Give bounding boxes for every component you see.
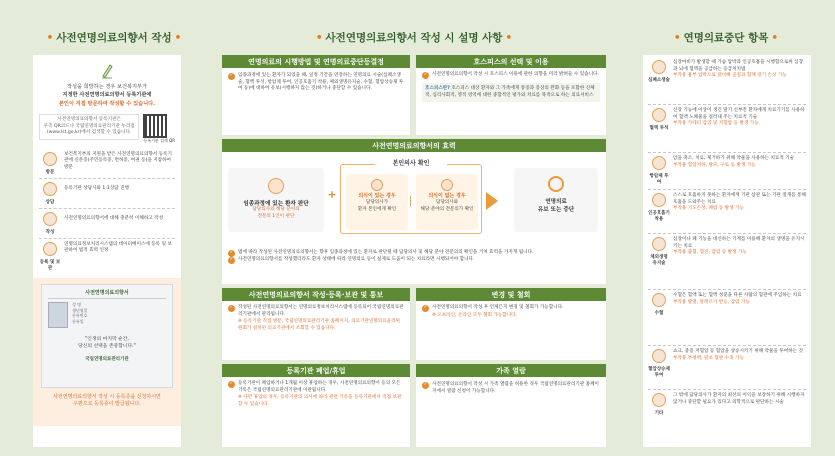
box-family-view: 가족 열람 ✓ 사전연명의료의향서 작성 시 가족 열람을 허용한 경우 국립연명의료관리기관 홈페이지에서 열람 신청이 가능합니다. (416, 364, 606, 447)
box-treatment-methods-title: 연명의료의 시행방법 및 연명의료중단등결정 (222, 55, 410, 68)
qr-caption: 등록기관 검색 QR (143, 137, 175, 143)
cpr-icon (652, 60, 666, 74)
stop-item: 체외생명 유지술 심장이나 폐 기능을 대신하는 기계를 이용해 환자의 생명을 유지시키는 치료 부작용 출혈, 혈전, 감염 등 발생 가능 (648, 234, 806, 290)
stop-item: 심폐소생술 심장마비가 발생할 때 가슴 압박과 인공호흡을 시행함으로써 심장과 뇌에 혈액을 공급하는 응급처치법 부작용 흉부 압박으로 갈비뼈 골절과 함께 장기 손상 가능 (648, 57, 806, 105)
hospice-definition: 호스피스란? 호스피스 대상 환자와 그 가족에게 통증과 증상의 완화 등을 포함한 신체적, 심리사회적, 영적 영역에 대한 종합적인 평가와 치료를 목적으로 하는 의료서비스 (422, 83, 600, 102)
stop-item: 인공호흡기 착용 스스로 호흡하지 못하는 환자에게 기관 삽관 또는 기관 절개를 통해 호흡을 도와주는 치료 부작용 기도손상, 폐렴 등 발생 가능 (648, 190, 806, 234)
box-family-view-title: 가족 열람 (416, 364, 606, 377)
stop-item: 혈액 투석 신장 기능에 이상이 생긴 말기 신부전 환자에게 치료기기를 사용하여 혈액 노폐물을 걸러내 주는 치료적 기술 부작용 카테터 감염 및 저혈압 등 발생 가능 (648, 105, 806, 153)
stop-item: 항암제 투여 암을 축소, 치료, 제거하기 위해 약물을 사용하는 치료적 기술 부작용 혈압저하, 탈모, 구토 등 발생 가능 (648, 153, 806, 190)
storage-icon (43, 242, 57, 256)
box-effect (222, 139, 606, 284)
conscious-box: 의식이 있는 경우 담당의사가 환자 본인에게 확인 (346, 174, 408, 230)
right-column-title: • 연명의료중단 항목 • (673, 32, 779, 44)
vasopressor-icon (652, 349, 666, 363)
card-quote: "인생의 마지막 순간, 당신의 선택을 존중합니다." (78, 336, 136, 349)
center-column-title: • 사전연명의료의향서 작성 시 설명 사항 • (315, 32, 513, 44)
box-change-withdraw-title: 변경 및 철회 (416, 288, 606, 301)
registration-card: 사전연명의료의향서 성 명 생년월일 등록번호 등록일 "인생의 마지막 순간, 당신의 선택을 존중합니다." 국립연명의료관리기관 (41, 284, 173, 388)
box-registration-title: 사전연명의료의향서 작성·등록·보관 및 통보 (222, 288, 410, 301)
stop-item: 기타 그 밖에 담당의사가 환자의 최선의 이익을 보장하기 위해 시행하지 않거나 중단할 필요가 있다고 의학적으로 판단하는 시술 (648, 390, 806, 434)
result-box: 연명의료 유보 또는 중단 (514, 168, 598, 232)
effect-note: ✓ 법에 따라 작성된 사전연명의료의향서는 향후 임종과정에 있는 환자로 판단될 때 담당의사 및 해당 분야 전문의의 확인을 거쳐 효력을 가지게 됩니다. (229, 250, 534, 256)
qr-code-icon[interactable] (143, 114, 167, 138)
doctor-icon (268, 178, 284, 194)
plus-icon: + (327, 188, 337, 201)
box-treatment-methods: 연명의료의 시행방법 및 연명의료중단등결정 ✓ 임종과정에 있는 환자가 되었을 때, 일정 기간을 연장하는 연명의료 시술(심폐소생술, 혈액 투석, 항암제 투여, 인공호흡기 착용, 체외생명유지술, 수혈, 혈압상승제 투여 등)에 대하여 유보(시행하지 않는 것)하거나 중단할 수 있습니다. (222, 55, 410, 135)
card-photo-icon (48, 302, 68, 328)
patient-conscious-icon (371, 179, 383, 191)
box-hospice: 호스피스의 선택 및 이용 ✓ 사전연명의료의향서 작성 시 호스피스 이용에 관한 의향을 미리 밝혀둘 수 있습니다. 호스피스란? 호스피스 대상 환자와 그 가족에게 통증과 증상의 완화 등을 포함한 신체적, 심리사회적, 영적 영역에 대한 종합적인 평가와 치료를 목적으로 하는 의료서비스 (416, 55, 606, 135)
visit-icon (43, 152, 57, 166)
left-column-title: • 사전연명의료의향서 작성 • (46, 32, 182, 44)
box-hospice-title: 호스피스의 선택 및 이용 (416, 55, 606, 68)
consult-icon (43, 182, 57, 196)
step-item: 등록 및 보관 연명의료정보처리시스템의 데이터베이스에 등록 및 보관하여 법적 효력 인정 (39, 241, 172, 271)
box-effect-title: 사전연명의료의향서의 효력 (222, 139, 606, 152)
box-treatment-methods-text: 임종과정에 있는 환자가 되었을 때, 일정 기간을 연장하는 연명의료 시술(심폐소생술, 혈액 투석, 항암제 투여, 인공호흡기 착용, 체외생명유지술, 수혈, 혈압상승제 투여 등)에 대하여 유보(시행하지 않는 것)하거나 중단할 수 있습니다. (238, 73, 404, 92)
patient-unconscious-icon (441, 179, 453, 191)
box-registration: 사전연명의료의향서 작성·등록·보관 및 통보 ✓ 작성된 사전연명의료의향서는 연명의료정보처리시스템에 등록되어 국립연명의료관리기관에서 관리됩니다. ※ 등록기관 직접 방문, 국립연명의료관리기관 홈페이지, 의료기관연명의료윤리위원회가 설치된 의료기관에서 조회할 수 있습니다. (222, 288, 410, 360)
box-change-withdraw: 변경 및 철회 ✓ 사전연명의료의향서 작성 후 언제든지 변경 및 철회가 가능합니다. ※ 오프라인, 온라인 모두 철회 가능합니다. (416, 288, 606, 360)
stop-item: 혈압상승제 투여 쇼크, 중증 저혈압 등 혈압을 상승시키기 위해 약물을 투여하는 것 부작용 부정맥, 말초 혈관 수축 가능 (648, 346, 806, 390)
ecmo-icon (652, 237, 666, 251)
box-hospice-text: 사전연명의료의향서 작성 시 호스피스 이용에 관한 의향을 미리 밝혀둘 수 있습니다. (432, 72, 599, 77)
step-item: 상담 등록기관 상담사와 1:1상담 진행 (39, 179, 175, 209)
verify-label: 본인의사 확인 (375, 158, 447, 167)
card-footer: 국립연명의료관리기관 (85, 357, 129, 363)
ventilator-icon (652, 193, 666, 207)
effect-note: ✓ 사전연명의료의향서를 작성했더라도 환자 상태에 따라 연명의료 등이 실제로 도움이 되는 치료라면 시행되어야 합니다. (229, 257, 475, 263)
qr-section: 사전연명의료의향서 등록기관은 우측 QR코드나 국립연명의료관리기관 누리집 (www.lst.go.kr)에서 검색할 수 있습니다. 등록기관 검색 QR (39, 114, 175, 144)
stop-icon (548, 176, 564, 192)
chemo-icon (652, 156, 666, 170)
steps-list (39, 149, 175, 274)
step-item: 작성 사전연명의료의향서에 대해 충분히 이해하고 작성 (39, 209, 175, 239)
write-icon (43, 212, 57, 226)
right-panel (643, 55, 811, 447)
transfusion-icon (652, 293, 666, 307)
pen-icon (39, 63, 175, 81)
box-closure-title: 등록기관 폐업/휴업 (222, 364, 410, 377)
arrow-right-icon (486, 192, 498, 210)
stop-item: 수혈 수혈은 혈액 또는 혈액 성분을 다른 사람의 혈관에 주입하는 치료 부작용 발열, 알레르기 반응, 감염 가능 (648, 290, 806, 346)
left-intro: 작성을 희망하는 경우 보건복지부가 지정한 사전연명의료의향서 등록기관에 본인이 직접 방문하여 작성할 수 있습니다. (58, 84, 156, 107)
other-icon (652, 393, 666, 407)
step-item: 방문 보건복지부의 지원을 받은 사전연명의료의향서 등록기관에 신분증(주민등록증, 면허증, 여권 등)을 지참하여 방문 (39, 149, 175, 179)
box-closure: 등록기관 폐업/휴업 ✓ 등록기관이 폐업하거나 1개월 이상 휴업하는 경우, 사전연명의료의향서 등의 모든 기록은 국립연명의료관리기관에 이관됩니다. ※ 다만 휴업의 경우, 등록기관의 의사에 따라 관련 기록을 등록기관에서 직접 보관할 수 있습니다. (222, 364, 410, 447)
left-footer: 사전연명의료의향서 작성 시 등록증을 신청하시면 우편으로 등록증이 발급됩니다. (53, 393, 161, 408)
box-change-withdraw-note: ※ 오프라인, 온라인 모두 철회 가능합니다. (432, 313, 518, 318)
card-title: 사전연명의료의향서 (48, 289, 166, 299)
unconscious-box: 의식이 없는 경우 담당의사와 해당 분야의 전문의가 확인 (416, 174, 478, 230)
box-closure-note: ※ 다만 휴업의 경우, 등록기관의 의사에 따라 관련 기록을 등록기관에서 직접 보관할 수 있습니다. (238, 395, 402, 407)
left-panel (33, 55, 181, 447)
registration-card-area (33, 278, 181, 426)
patient-judgement-box: 임종과정에 있는 환자 판단 담당의사와 해당 분야의 전문의 1인이 판단 (228, 168, 324, 232)
dialysis-icon (652, 108, 666, 122)
or-divider-icon (410, 196, 414, 206)
box-registration-note: ※ 등록기관 직접 방문, 국립연명의료관리기관 홈페이지, 의료기관연명의료윤리위원회가 설치된 의료기관에서 조회할 수 있습니다. (238, 319, 400, 331)
